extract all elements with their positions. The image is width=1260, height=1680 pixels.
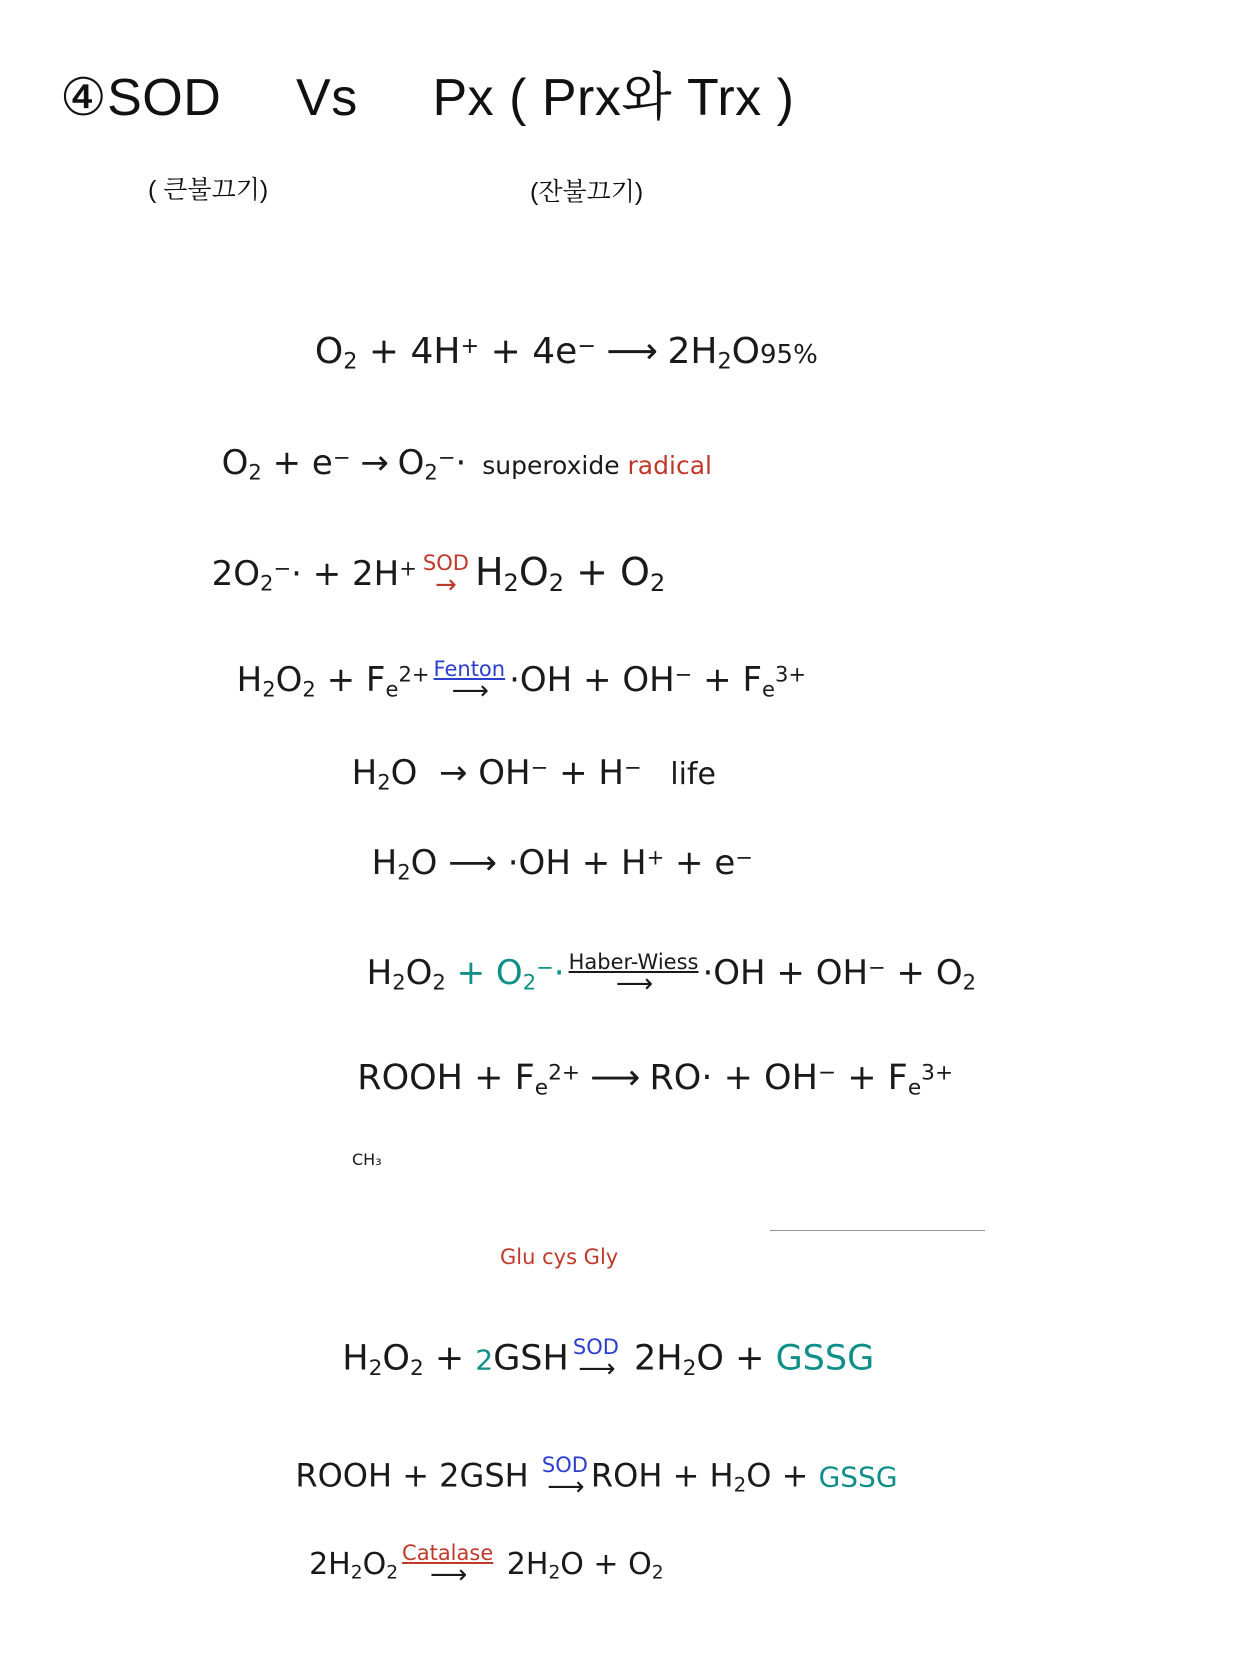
eq4-enzyme-arrow (433, 657, 506, 707)
eq2-sup: − (332, 444, 351, 470)
eq4-sup: 2+ (398, 661, 430, 687)
eq4-sub: 2 (262, 676, 276, 702)
eq8-sup: − (817, 1059, 837, 1085)
eq11-sub: 2 (350, 1562, 363, 1584)
eq3-sub: 2 (260, 570, 274, 596)
eq9-part: O + (696, 1338, 776, 1378)
eq10-sub: 2 (733, 1473, 747, 1497)
eq10-part: ROH + H (590, 1456, 734, 1495)
eq8-arrow: ⟶ (580, 1057, 650, 1098)
eq5-part: O → OH (390, 753, 531, 794)
equation-8 (335, 1020, 953, 1100)
eq1-part: + 4H (357, 330, 461, 372)
eq9-part: H (342, 1338, 369, 1378)
eq3-sub: 2 (503, 569, 519, 598)
eq7-sub: 2 (962, 969, 977, 995)
eq1-part: O (314, 330, 344, 372)
eq4-part: H (236, 660, 263, 701)
eq5-sup: − (530, 754, 549, 780)
eq6-part: O ⟶ ·OH + H (410, 843, 647, 884)
eq9-coefficient: 2 (475, 1343, 494, 1376)
eq11-enzyme-arrow (402, 1543, 493, 1588)
eq4-sup: 3+ (774, 661, 807, 687)
eq10-enzyme-arrow (541, 1453, 588, 1503)
eq3-part: H (474, 550, 504, 595)
eq8-part: RO· + OH (649, 1057, 818, 1098)
eq3-part: + 2H (301, 554, 400, 595)
eq11-part: O + O (560, 1547, 652, 1582)
eq1-sub: 2 (717, 348, 732, 375)
eq9-part: O (382, 1338, 410, 1378)
eq9-part: 2H (622, 1338, 683, 1378)
eq1-sup: + (460, 332, 480, 359)
eq5-part: + H (548, 753, 624, 794)
eq7-sub: 2 (392, 969, 406, 995)
eq1-percent: 95% (760, 339, 818, 370)
eq7-part: ·OH + OH (702, 953, 869, 994)
eq10-part: ROOH + 2GSH (295, 1456, 539, 1495)
eq7-part: H (366, 953, 393, 994)
eq5-part: H (351, 753, 378, 794)
equation-9 (320, 1298, 874, 1382)
eq2-sub: 2 (248, 459, 262, 485)
eq2-word-superoxide: superoxide (482, 451, 620, 481)
eq11-part: 2H (497, 1547, 549, 1582)
eq2-sup: − (437, 444, 456, 470)
eq8-sup: 3+ (921, 1059, 954, 1085)
eq7-part: + O (885, 953, 963, 994)
eq9-part: + (423, 1338, 476, 1378)
eq2-word-radical: radical (627, 451, 712, 481)
eq3-sub: 2 (649, 569, 666, 598)
eq4-arrow: ⟶ (451, 676, 487, 707)
eq1-part: + 4e (479, 330, 578, 372)
eq7-sup: − (536, 954, 554, 980)
eq10-enzyme-label: SOD (541, 1453, 588, 1478)
equation-10 (275, 1420, 898, 1503)
eq7-arrow: ⟶ (615, 969, 652, 1000)
eq7-enzyme-label: Haber-Wiess (568, 950, 699, 975)
eq4-part: + F (315, 660, 386, 701)
eq11-part: 2H (309, 1547, 351, 1582)
eq9-sub: 2 (682, 1355, 697, 1381)
section-divider (770, 1230, 985, 1231)
eq6-part: + e (664, 843, 736, 884)
eq4-sub-e: e (385, 676, 399, 702)
eq1-part: O (731, 330, 761, 372)
eq11-arrow: ⟶ (430, 1560, 466, 1590)
eq4-enzyme-label: Fenton (433, 657, 506, 682)
eq5-sup: − (623, 754, 642, 780)
eq2-part: O (221, 443, 249, 484)
eq4-sup: − (674, 661, 693, 687)
eq7-sub: 2 (522, 969, 537, 995)
eq7-part: + O (445, 953, 523, 994)
eq1-part: 2H (667, 330, 718, 372)
eq2-dot: · (455, 443, 467, 484)
equation-4 (215, 622, 807, 707)
eq3-sup: − (273, 555, 292, 581)
eq6-sup: + (646, 844, 665, 870)
equation-6 (350, 808, 753, 884)
eq3-enzyme-arrow (422, 551, 469, 601)
eq10-gssg: GSSG (818, 1460, 898, 1494)
page-title: ④SOD Vs Px ( Prx와 Trx ) (60, 69, 795, 127)
eq9-enzyme-arrow (572, 1334, 619, 1384)
eq8-annotation-ch3: CH₃ (352, 1150, 382, 1169)
eq9-gssg: GSSG (775, 1338, 875, 1378)
eq11-enzyme-label: Catalase (402, 1541, 494, 1565)
eq3-sub: 2 (548, 569, 565, 598)
equation-3 (190, 515, 666, 601)
eq9-annotation-glutathione: Glu cys Gly (500, 1245, 619, 1269)
eq3-enzyme-label: SOD (422, 551, 469, 576)
eq9-gsh: GSH (493, 1338, 569, 1378)
eq4-part: ·OH + OH (509, 660, 675, 701)
eq11-sub: 2 (548, 1562, 561, 1584)
eq3-sup: + (399, 555, 417, 581)
subtitle-right: (잔불끄기) (530, 178, 644, 206)
equation-2 (200, 408, 712, 484)
eq7-sub: 2 (432, 969, 446, 995)
eq8-sup: 2+ (548, 1059, 581, 1085)
eq8-sub-e: e (907, 1074, 922, 1100)
eq2-arrow: → (350, 443, 398, 484)
eq8-part: ROOH + F (357, 1057, 535, 1098)
eq3-part: 2O (211, 554, 261, 595)
eq5-life-note: life (670, 757, 716, 793)
subtitle-left: ( 큰불끄기) (148, 176, 269, 204)
eq3-arrow: → (435, 570, 457, 601)
eq4-sub: 2 (302, 676, 316, 702)
eq6-sub: 2 (397, 859, 411, 885)
eq10-part: O + (746, 1456, 819, 1495)
eq4-part: + F (692, 660, 763, 701)
eq2-part: + e (261, 443, 333, 484)
eq4-part: O (275, 660, 303, 701)
eq9-arrow: ⟶ (578, 1353, 614, 1384)
eq1-sup: − (577, 332, 596, 359)
eq3-part: O (518, 550, 549, 595)
eq6-sup: − (735, 844, 753, 870)
eq10-arrow: ⟶ (547, 1472, 583, 1503)
equation-7 (345, 915, 977, 1000)
equation-5 (330, 718, 716, 794)
eq7-dot: · (553, 953, 565, 994)
eq7-sup: − (868, 954, 886, 980)
eq11-part: O (362, 1547, 387, 1582)
eq4-sub-e: e (762, 676, 775, 702)
eq11-sub: 2 (651, 1562, 664, 1584)
eq3-part: + O (564, 550, 650, 595)
eq1-arrow: ⟶ (595, 330, 668, 372)
eq1-sub: 2 (343, 348, 358, 375)
eq9-sub: 2 (368, 1355, 383, 1381)
eq7-enzyme-arrow (568, 950, 699, 1000)
equation-1 (292, 292, 818, 374)
eq11-sub: 2 (386, 1562, 399, 1584)
eq8-part: + F (836, 1057, 908, 1098)
eq5-sub: 2 (377, 769, 391, 795)
eq6-part: H (371, 843, 398, 884)
eq8-sub-e: e (534, 1074, 549, 1100)
equation-11 (290, 1510, 664, 1588)
eq9-enzyme-label: SOD (572, 1334, 619, 1359)
eq7-part: O (405, 953, 433, 994)
eq9-sub: 2 (409, 1355, 424, 1381)
eq2-sub: 2 (424, 459, 438, 485)
eq3-dot: · (291, 554, 302, 595)
eq2-part: O (397, 443, 425, 484)
